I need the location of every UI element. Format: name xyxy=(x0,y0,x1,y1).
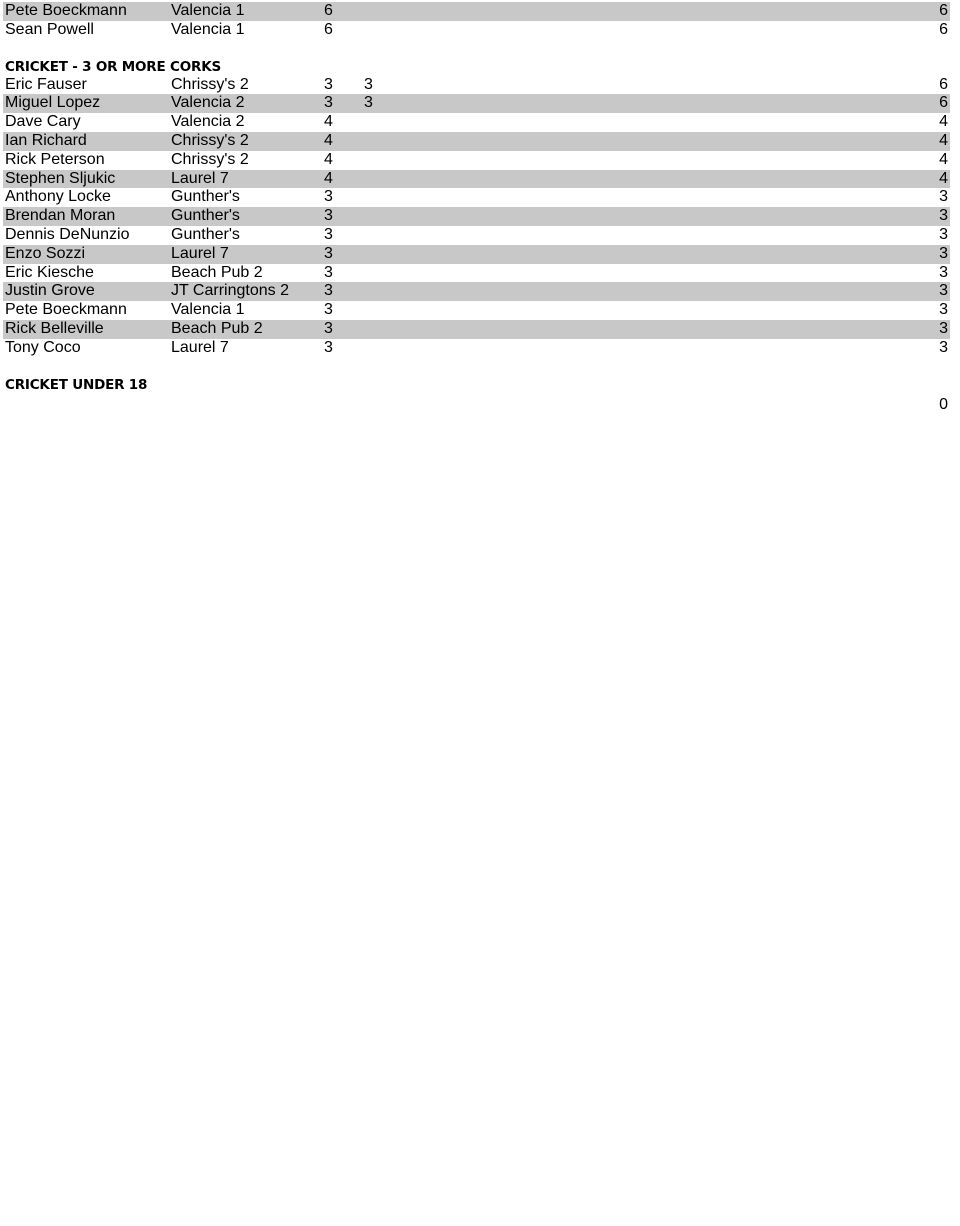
player-name: Pete Boeckmann xyxy=(5,301,127,319)
score-1: 3 xyxy=(324,244,333,262)
score-1: 4 xyxy=(324,113,333,131)
table-row xyxy=(0,188,960,207)
score-1: 3 xyxy=(324,263,333,281)
total: 6 xyxy=(939,75,948,93)
total: 3 xyxy=(939,225,948,243)
table-row xyxy=(3,132,950,151)
team-name: Beach Pub 2 xyxy=(171,263,263,281)
total: 4 xyxy=(939,131,948,149)
table-row xyxy=(0,301,960,320)
table-row xyxy=(3,207,950,226)
team-name: Laurel 7 xyxy=(171,244,229,262)
team-name: Valencia 2 xyxy=(171,113,245,131)
section-cricket-3-corks xyxy=(0,58,960,358)
team-name: Chrissy's 2 xyxy=(171,131,249,149)
player-name: Ian Richard xyxy=(5,131,87,149)
team-name: Gunther's xyxy=(171,225,240,243)
score-1: 6 xyxy=(324,2,333,19)
team-name: Laurel 7 xyxy=(171,169,229,187)
total: 3 xyxy=(939,301,948,319)
total: 4 xyxy=(939,113,948,131)
player-name: Stephen Sljukic xyxy=(5,169,116,187)
player-name: Enzo Sozzi xyxy=(5,244,86,262)
player-name: Sean Powell xyxy=(5,20,94,38)
score-1: 4 xyxy=(324,131,333,149)
total: 3 xyxy=(939,244,948,262)
section-cricket-under-18 xyxy=(0,376,960,414)
total: 3 xyxy=(939,207,948,225)
score-1: 6 xyxy=(324,20,333,38)
player-name: Tony Coco xyxy=(5,338,81,356)
total: 3 xyxy=(939,282,948,300)
table-row xyxy=(0,226,960,245)
score-1: 3 xyxy=(324,75,333,93)
total: 4 xyxy=(939,150,948,168)
player-name: Eric Kiesche xyxy=(5,263,94,281)
score-1: 3 xyxy=(324,338,333,356)
table-row xyxy=(3,2,950,21)
score-1: 4 xyxy=(324,169,333,187)
results-sheet xyxy=(0,2,960,414)
total: 3 xyxy=(939,319,948,337)
score-2: 3 xyxy=(364,75,373,93)
team-name: Valencia 1 xyxy=(171,301,245,319)
table-row xyxy=(0,21,960,40)
table-row xyxy=(0,264,960,283)
table-row xyxy=(3,320,950,339)
total: 3 xyxy=(939,338,948,356)
score-1: 3 xyxy=(324,301,333,319)
section-title: CRICKET UNDER 18 xyxy=(5,376,148,393)
player-name: Dave Cary xyxy=(5,113,81,131)
total: 3 xyxy=(939,188,948,206)
section-title: CRICKET - 3 OR MORE CORKS xyxy=(5,58,221,75)
player-name: Justin Grove xyxy=(5,282,95,300)
score-1: 3 xyxy=(324,319,333,337)
player-name: Dennis DeNunzio xyxy=(5,225,130,243)
total: 4 xyxy=(939,169,948,187)
total: 6 xyxy=(939,20,948,38)
score-1: 3 xyxy=(324,225,333,243)
team-name: Beach Pub 2 xyxy=(171,319,263,337)
table-row xyxy=(3,94,950,113)
player-name: Rick Belleville xyxy=(5,319,104,337)
table-row xyxy=(0,113,960,132)
player-name: Miguel Lopez xyxy=(5,94,101,112)
score-1: 4 xyxy=(324,150,333,168)
player-name: Eric Fauser xyxy=(5,75,87,93)
team-name: Valencia 1 xyxy=(171,2,245,19)
section-continued xyxy=(0,2,960,40)
score-1: 3 xyxy=(324,94,333,112)
team-name: Laurel 7 xyxy=(171,338,229,356)
player-name: Pete Boeckmann xyxy=(5,2,127,19)
total: 6 xyxy=(939,2,948,19)
team-name: JT Carringtons 2 xyxy=(171,282,289,300)
team-name: Chrissy's 2 xyxy=(171,75,249,93)
table-row xyxy=(0,151,960,170)
table-row xyxy=(3,282,950,301)
team-name: Valencia 1 xyxy=(171,20,245,38)
team-name: Valencia 2 xyxy=(171,94,245,112)
score-1: 3 xyxy=(324,282,333,300)
player-name: Anthony Locke xyxy=(5,188,111,206)
total: 3 xyxy=(939,263,948,281)
team-name: Gunther's xyxy=(171,207,240,225)
score-1: 3 xyxy=(324,188,333,206)
section-total-row xyxy=(0,394,960,414)
table-row xyxy=(0,339,960,358)
team-name: Gunther's xyxy=(171,188,240,206)
table-row xyxy=(3,245,950,264)
total: 0 xyxy=(939,395,948,413)
score-1: 3 xyxy=(324,207,333,225)
player-name: Rick Peterson xyxy=(5,150,105,168)
score-2: 3 xyxy=(364,94,373,112)
player-name: Brendan Moran xyxy=(5,207,116,225)
table-row xyxy=(0,76,960,95)
team-name: Chrissy's 2 xyxy=(171,150,249,168)
table-row xyxy=(3,170,950,189)
total: 6 xyxy=(939,94,948,112)
